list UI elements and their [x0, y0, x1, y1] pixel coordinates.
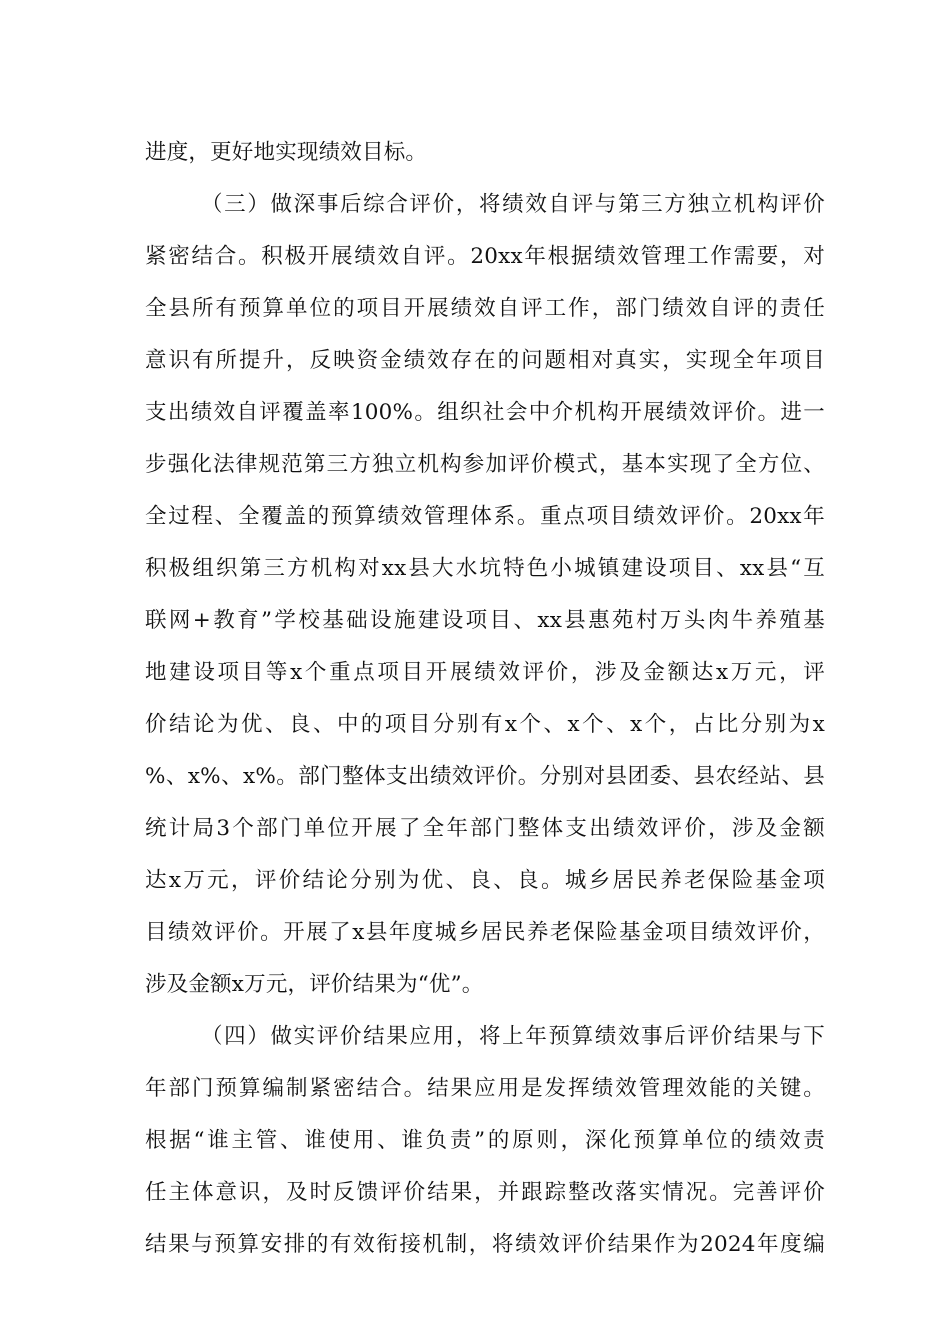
text-line: 地建设项目等x个重点项目开展绩效评价，涉及金额达x万元，评 [145, 660, 825, 685]
text-line: 全县所有预算单位的项目开展绩效自评工作，部门绩效自评的责任 [145, 296, 825, 321]
text-line: 联网+教育”学校基础设施建设项目、xx县惠苑村万头肉牛养殖基 [145, 608, 825, 633]
text-line: 统计局3个部门单位开展了全年部门整体支出绩效评价，涉及金额 [145, 816, 825, 841]
text-line: 紧密结合。积极开展绩效自评。20xx年根据绩效管理工作需要，对 [145, 244, 825, 269]
text-line: 任主体意识，及时反馈评价结果，并跟踪整改落实情况。完善评价 [145, 1180, 825, 1205]
text-line: 支出绩效自评覆盖率100%。组织社会中介机构开展绩效评价。进一 [145, 400, 825, 425]
text-line: 年部门预算编制紧密结合。结果应用是发挥绩效管理效能的关键。 [145, 1076, 825, 1101]
text-line: 积极组织第三方机构对xx县大水坑特色小城镇建设项目、xx县“互 [145, 556, 825, 581]
text-line: 目绩效评价。开展了x县年度城乡居民养老保险基金项目绩效评价， [145, 920, 825, 945]
text-line: 达x万元，评价结论分别为优、良、良。城乡居民养老保险基金项 [145, 868, 825, 893]
text-line: 结果与预算安排的有效衔接机制，将绩效评价结果作为2024年度编 [145, 1232, 825, 1257]
paragraph-heading-four: （四）做实评价结果应用，将上年预算绩效事后评价结果与下 [201, 1024, 825, 1049]
text-line: 意识有所提升，反映资金绩效存在的问题相对真实，实现全年项目 [145, 348, 825, 373]
document-body [145, 133, 825, 1277]
text-line: 价结论为优、良、中的项目分别有x个、x个、x个，占比分别为x [145, 712, 825, 737]
text-line: 进度，更好地实现绩效目标。 [145, 140, 428, 165]
text-line: 涉及金额x万元，评价结果为“优”。 [145, 972, 484, 997]
text-line: %、x%、x%。部门整体支出绩效评价。分别对县团委、县农经站、县 [145, 764, 825, 789]
text-line: 根据“谁主管、谁使用、谁负责”的原则，深化预算单位的绩效责 [145, 1128, 825, 1153]
text-line: 全过程、全覆盖的预算绩效管理体系。重点项目绩效评价。20xx年 [145, 504, 825, 529]
text-line: 步强化法律规范第三方独立机构参加评价模式，基本实现了全方位、 [145, 452, 825, 477]
paragraph-heading-three: （三）做深事后综合评价，将绩效自评与第三方独立机构评价 [201, 192, 825, 217]
